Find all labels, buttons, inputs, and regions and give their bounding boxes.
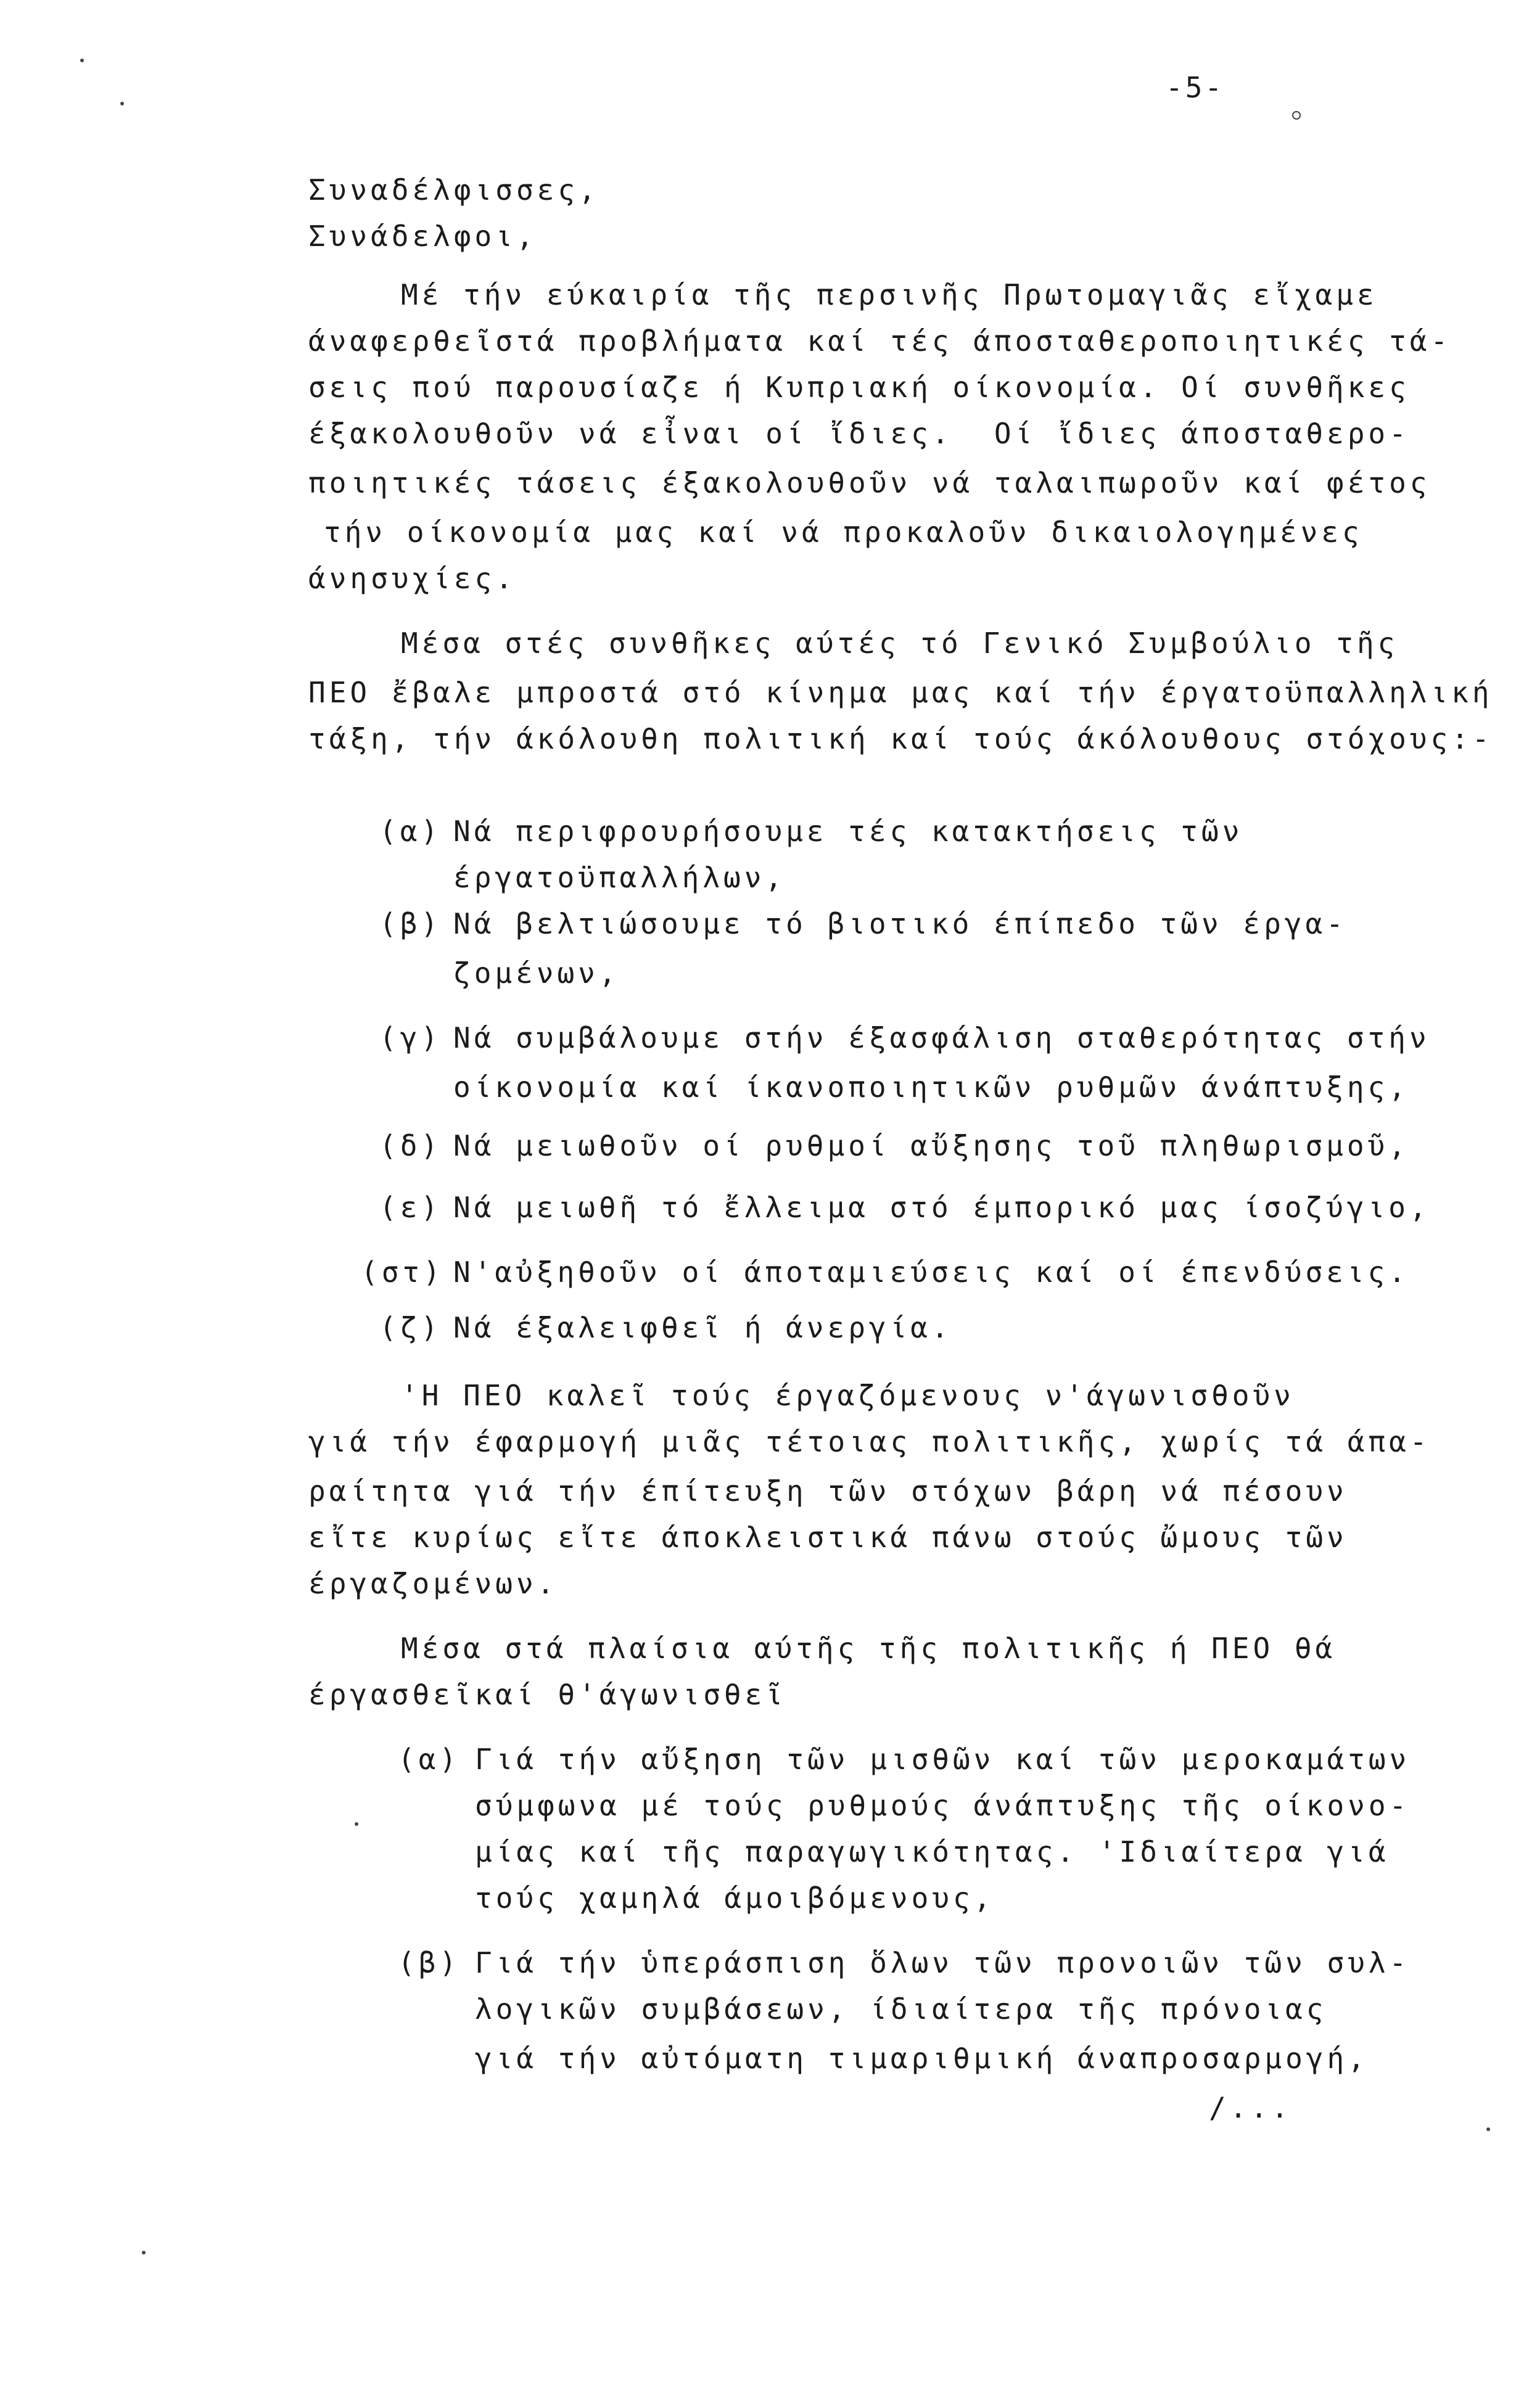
salutation-line: Συνάδελφοι,: [308, 220, 537, 253]
para1-line: άνησυχίες.: [308, 562, 516, 595]
para2-line: ΠΕΟ ἔβαλε μπροστά στό κίνημα μας καί τήν έργατοϋπαλληλική: [308, 676, 1493, 709]
para3-line: ραίτητα γιά τήν έπίτευξη τῶν στόχων βάρη νά πέσουν: [308, 1474, 1348, 1508]
goal-line: Νά μειωθῆ τό ἔλλειμα στό έμπορικό μας ίσοζύγιο,: [453, 1191, 1430, 1224]
goal-label: (ε): [379, 1191, 442, 1224]
scan-speck: [1486, 2127, 1490, 2131]
para3-line: 'Η ΠΕΟ καλεῖ τούς έργαζόμενους ν'άγωνισθοῦν: [401, 1379, 1295, 1412]
goal-line: Νά συμβάλουμε στήν έξασφάλιση σταθερότητας στήν: [453, 1021, 1430, 1054]
goal-label: (δ): [379, 1129, 442, 1162]
goal-line: Νά μειωθοῦν οί ρυθμοί αὔξησης τοῦ πληθωρισμοῦ,: [453, 1129, 1409, 1162]
action-line: μίας καί τῆς παραγωγικότητας. 'Ιδιαίτερα γιά: [475, 1835, 1390, 1868]
para1-line: Μέ τήν εύκαιρία τῆς περσινῆς Πρωτομαγιᾶς εἴχαμε: [401, 278, 1378, 311]
goal-line: Ν'αὐξηθοῦν οί άποταμιεύσεις καί οί έπενδύσεις.: [453, 1255, 1409, 1289]
action-line: τούς χαμηλά άμοιβόμενους,: [475, 1881, 995, 1915]
goal-line: Νά περιφρουρήσουμε τές κατακτήσεις τῶν: [453, 815, 1243, 848]
scan-speck: [142, 2251, 146, 2254]
page-number: -5-: [1166, 71, 1225, 104]
goal-line: ζομένων,: [453, 956, 620, 990]
goal-label: (α): [379, 815, 442, 848]
goal-label: (στ): [361, 1255, 444, 1289]
scan-speck: [120, 102, 124, 105]
para1-line: τήν οίκονομία μας καί νά προκαλοῦν δικαιολογημένες: [324, 516, 1363, 549]
para3-line: γιά τήν έφαρμογή μιᾶς τέτοιας πολιτικῆς, χωρίς τά άπα-: [308, 1425, 1431, 1458]
para3-line: εἴτε κυρίως εἴτε άποκλειστικά πάνω στούς ὤμους τῶν: [308, 1521, 1348, 1554]
para3-line: έργαζομένων.: [308, 1567, 558, 1600]
goal-line: Νά βελτιώσουμε τό βιοτικό έπίπεδο τῶν έργα-: [453, 907, 1347, 940]
scan-speck: [80, 59, 84, 62]
action-line: λογικῶν συμβάσεων, ίδιαίτερα τῆς πρόνοιας: [475, 1992, 1327, 2026]
goal-line: έργατοϋπαλλήλων,: [453, 861, 786, 894]
goal-line: Νά έξαλειφθεῖ ή άνεργία.: [453, 1311, 952, 1344]
action-line: σύμφωνα μέ τούς ρυθμούς άνάπτυξης τῆς οίκονο-: [475, 1789, 1411, 1822]
scan-speck: [1292, 111, 1301, 120]
goal-label: (ζ): [379, 1311, 442, 1344]
action-line: Γιά τήν αὔξηση τῶν μισθῶν καί τῶν μεροκαμάτων: [475, 1743, 1411, 1776]
salutation-line: Συναδέλφισσες,: [308, 173, 599, 207]
para1-line: έξακολουθοῦν νά εἶναι οί ἴδιες. Οί ἴδιες άποσταθερο-: [308, 417, 1410, 450]
goal-line: οίκονομία καί ίκανοποιητικῶν ρυθμῶν άνάπτυξης,: [453, 1070, 1409, 1104]
para4-line: Μέσα στά πλαίσια αύτῆς τῆς πολιτικῆς ή ΠΕΟ θά: [401, 1632, 1337, 1665]
para4-line: έργασθεῖκαί θ'άγωνισθεῖ: [308, 1678, 786, 1711]
goal-label: (β): [379, 907, 442, 940]
para1-line: ποιητικές τάσεις έξακολουθοῦν νά ταλαιπωροῦν καί φέτος: [308, 466, 1431, 499]
action-line: Γιά τήν ὑπεράσπιση ὅλων τῶν προνοιῶν τῶν συλ-: [475, 1946, 1411, 1979]
para2-line: Μέσα στές συνθῆκες αύτές τό Γενικό Συμβούλιο τῆς: [401, 627, 1399, 660]
para1-line: άναφερθεῖστά προβλήματα καί τές άποσταθεροποιητικές τά-: [308, 324, 1452, 358]
action-label: (α): [398, 1743, 461, 1776]
goal-label: (γ): [379, 1021, 442, 1054]
para1-line: σεις πού παρουσίαζε ή Κυπριακή οίκονομία. Οί συνθῆκες: [308, 371, 1410, 404]
scan-speck: [355, 1822, 358, 1826]
action-line: γιά τήν αὐτόματη τιμαριθμική άναπροσαρμογή,: [475, 2042, 1369, 2075]
continuation-mark: /...: [1209, 2091, 1292, 2124]
action-label: (β): [398, 1946, 461, 1979]
para2-line: τάξη, τήν άκόλουθη πολιτική καί τούς άκόλουθους στόχους:-: [308, 722, 1493, 755]
